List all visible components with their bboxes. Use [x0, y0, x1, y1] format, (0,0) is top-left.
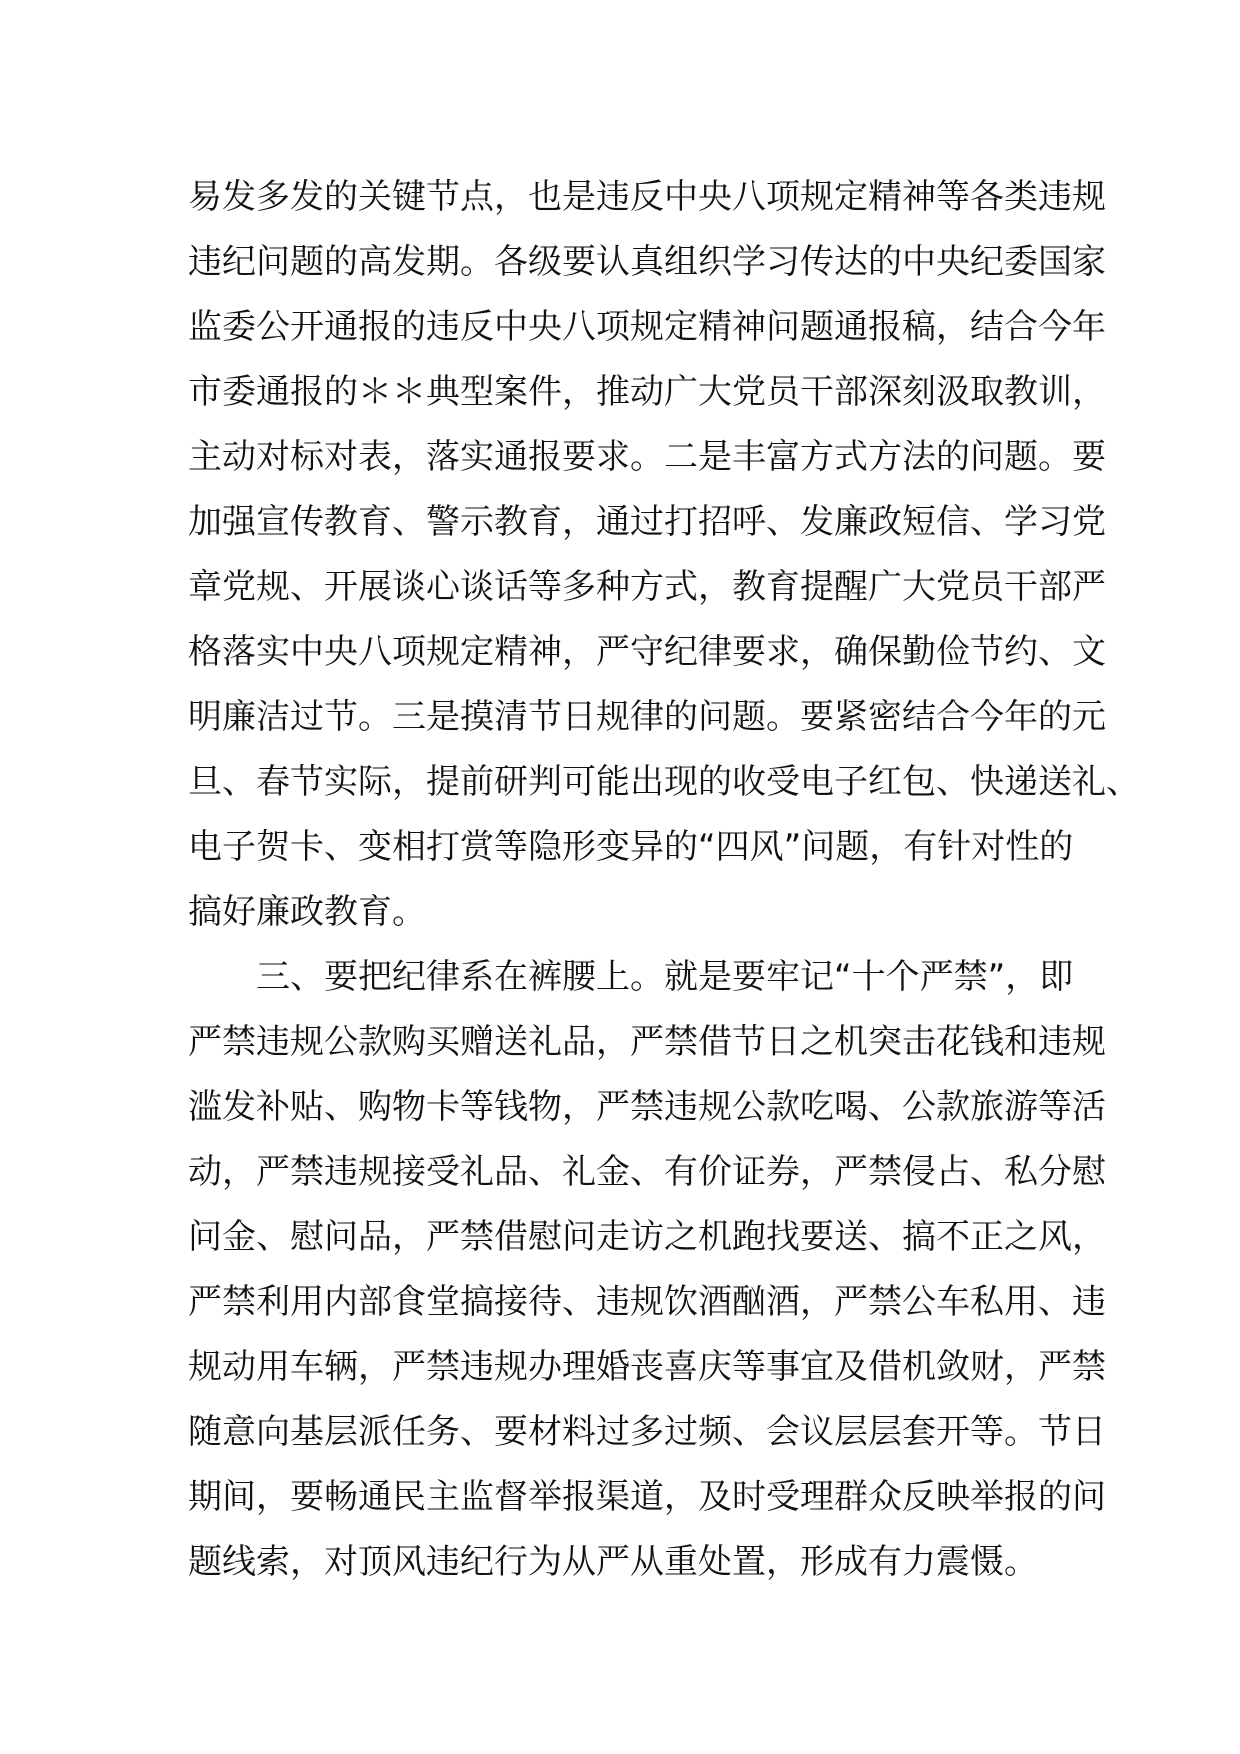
text-line: 严禁利用内部食堂搞接待、违规饮酒酗酒，严禁公车私用、违 — [188, 1282, 1106, 1322]
text-line: 加强宣传教育、警示教育，通过打招呼、发廉政短信、学习党 — [188, 502, 1106, 542]
text-line: 期间，要畅通民主监督举报渠道，及时受理群众反映举报的问 — [188, 1477, 1106, 1517]
text-line: 旦、春节实际，提前研判可能出现的收受电子红包、快递送礼、 — [188, 762, 1140, 802]
paragraph-2 — [188, 945, 1106, 1595]
text-line: 电子贺卡、变相打赏等隐形变异的“四风”问题，有针对性的 — [188, 827, 1074, 867]
text-line: 滥发补贴、购物卡等钱物，严禁违规公款吃喝、公款旅游等活 — [188, 1087, 1106, 1127]
text-line: 明廉洁过节。三是摸清节日规律的问题。要紧密结合今年的元 — [188, 697, 1106, 737]
text-line: 监委公开通报的违反中央八项规定精神问题通报稿，结合今年 — [188, 307, 1106, 347]
text-line: 题线索，对顶风违纪行为从严从重处置，形成有力震慑。 — [188, 1542, 1038, 1582]
text-line: 规动用车辆，严禁违规办理婚丧喜庆等事宜及借机敛财，严禁 — [188, 1347, 1106, 1387]
text-line: 格落实中央八项规定精神，严守纪律要求，确保勤俭节约、文 — [188, 632, 1106, 672]
document-body — [188, 165, 1140, 1595]
text-line: 搞好廉政教育。 — [188, 892, 426, 932]
text-line-first: 三、要把纪律系在裤腰上。就是要牢记“十个严禁”，即 — [256, 957, 1074, 997]
text-line: 章党规、开展谈心谈话等多种方式，教育提醒广大党员干部严 — [188, 567, 1106, 607]
text-line: 严禁违规公款购买赠送礼品，严禁借节日之机突击花钱和违规 — [188, 1022, 1106, 1062]
text-line: 主动对标对表，落实通报要求。二是丰富方式方法的问题。要 — [188, 437, 1106, 477]
text-line: 市委通报的＊＊典型案件，推动广大党员干部深刻汲取教训， — [188, 372, 1106, 412]
text-line: 违纪问题的高发期。各级要认真组织学习传达的中央纪委国家 — [188, 242, 1106, 282]
text-line: 问金、慰问品，严禁借慰问走访之机跑找要送、搞不正之风， — [188, 1217, 1106, 1257]
text-line: 动，严禁违规接受礼品、礼金、有价证券，严禁侵占、私分慰 — [188, 1152, 1106, 1192]
text-line: 易发多发的关键节点，也是违反中央八项规定精神等各类违规 — [188, 177, 1106, 217]
paragraph-1 — [188, 165, 1140, 945]
text-line: 随意向基层派任务、要材料过多过频、会议层层套开等。节日 — [188, 1412, 1106, 1452]
